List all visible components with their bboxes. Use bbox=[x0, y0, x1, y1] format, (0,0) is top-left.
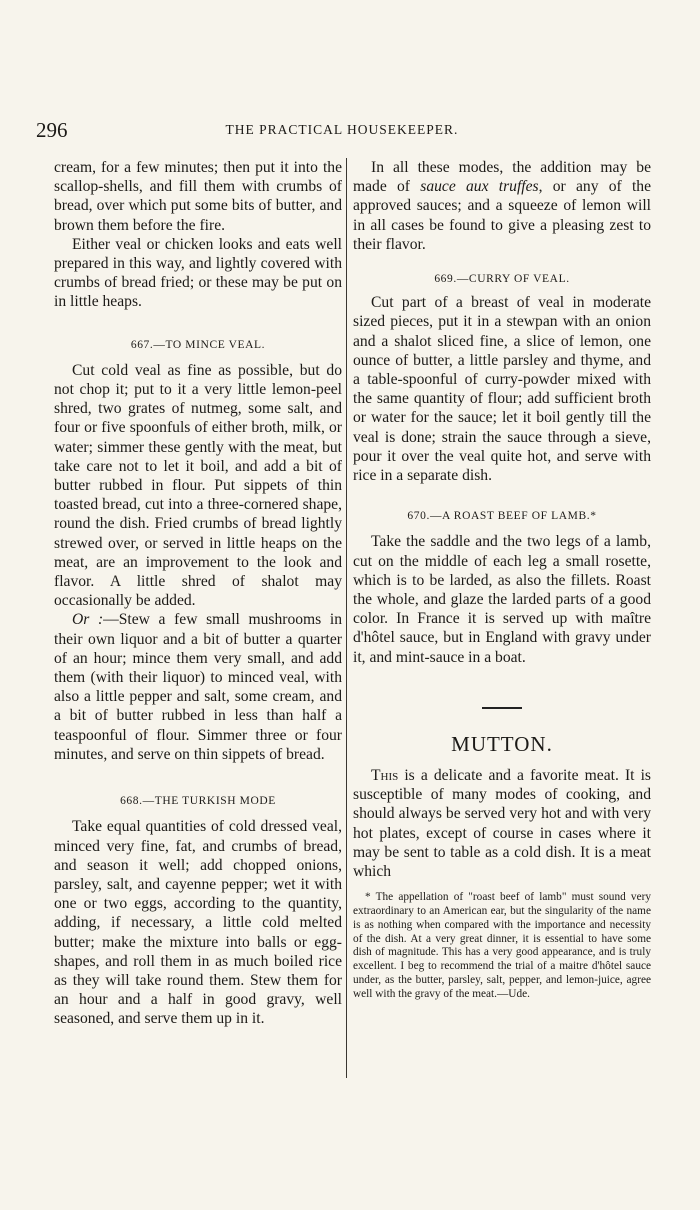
section-rule bbox=[482, 707, 522, 709]
paragraph: This is a delicate and a favorite meat. It is susceptible of many modes of cooking, and should always be served very hot and with very hot plates, except of course in cases where it may be sent to table as a cold dish. It is a meat which bbox=[353, 767, 651, 881]
paragraph: Or :—Stew a few small mushrooms in their own liquor and a bit of butter a quarter of an hour; mince them very small, and add them (with their liquor) to minced veal, with also a little pepper and salt, some cream, and a bit of butter rubbed in less than half a teaspoonful of flour. Simmer three or four minutes, and serve on thin sippets of bread. bbox=[54, 611, 342, 763]
page-number: 296 bbox=[36, 118, 68, 142]
paragraph: Take equal quantities of cold dressed veal, minced very fine, fat, and crumbs of bread, and season it well; add chopped onions, parsley, salt, and cayenne pepper; wet it with one or two eggs, according to the quantity, adding, if necessary, a little cold melted butter; make the mixture into balls or egg-shapes, and roll them in as much boiled rice as they will take round them. Stew them for an hour and a half in good gravy, well seasoned, and serve them up in it. bbox=[54, 818, 342, 1028]
paragraph: Either veal or chicken looks and eats well prepared in this way, and lightly covered with crumbs of bread fried; or these may be put on in little heaps. bbox=[54, 235, 342, 311]
paragraph: Cut cold veal as fine as possible, but do not chop it; put to it a very little lemon-peel shred, two grates of nutmeg, some salt, and four or five spoonfuls of either broth, milk, or water; simmer these gently with the meat, but take care not to let it boil, and add a bit of butter rubbed in flour. Put sippets of thin toasted bread, cut into a three-cornered shape, round the dish. Fried crumbs of bread lightly strewed over, or served in little heaps on the meat, are an improvement to the look and flavor. A little shred of shalot may occasionally be added. bbox=[54, 361, 342, 610]
footnote: * The appellation of "roast beef of lamb" must sound very extraordinary to an American ear, but the singularity of the name is as nothing when compared with the importance and necessity of the dish. At a very great dinner, it is essential to have some dish of magnitude. This has a very good appearance, and is truly excellent. I beg to recommend the trial of a maitre d'hôtel sauce under, as the butter, parsley, salt, pepper, and lemon-juice, agree well with the gravy of the meat.—Ude. bbox=[353, 891, 651, 1000]
page-header bbox=[36, 118, 648, 142]
paragraph: Take the saddle and the two legs of a lamb, cut on the middle of each leg a small rosette, which is to be larded, as also the fillets. Roast the whole, and glaze the larded parts of a good color. In France it is served up with maître d'hôtel sauce, but in England with gravy under it, and mint-sauce in a boat. bbox=[353, 533, 651, 666]
drop-word: This bbox=[371, 767, 399, 785]
paragraph: Cut part of a breast of veal in moderate sized pieces, put it in a stewpan with an onion and a shalot sliced fine, a slice of lemon, one ounce of butter, a little parsley and thyme, and a table-spoonful of curry-powder mixed with the same quantity of flour; add sufficient broth or water for the sauce; let it boil gently till the veal is done; strain the sauce through a sieve, pour it over the veal quite hot, and serve with rice in a separate dish. bbox=[353, 294, 651, 485]
recipe-heading-669: 669.—CURRY OF VEAL. bbox=[434, 273, 570, 286]
recipe-heading-668: 668.—THE TURKISH MODE bbox=[120, 795, 276, 808]
chapter-title: MUTTON. bbox=[451, 731, 553, 756]
paragraph: In all these modes, the addition may be made of sauce aux truffes, or any of the approved sauces; and a squeeze of lemon will in all cases be found to give a pleasing zest to their flavor. bbox=[353, 159, 652, 253]
left-column bbox=[54, 158, 342, 1029]
right-column bbox=[353, 158, 651, 1002]
recipe-heading-670: 670.—A ROAST BEEF OF LAMB.* bbox=[407, 510, 597, 523]
running-head: THE PRACTICAL HOUSEKEEPER. bbox=[225, 122, 459, 137]
recipe-heading-667: 667.—TO MINCE VEAL. bbox=[130, 338, 266, 351]
or-label: Or : bbox=[72, 611, 104, 629]
column-divider bbox=[346, 158, 347, 1078]
paragraph: cream, for a few minutes; then put it into the scallop-shells, and fill them with crumbs of bread, over which put some bits of butter, and brown them before the fire. bbox=[54, 159, 342, 234]
